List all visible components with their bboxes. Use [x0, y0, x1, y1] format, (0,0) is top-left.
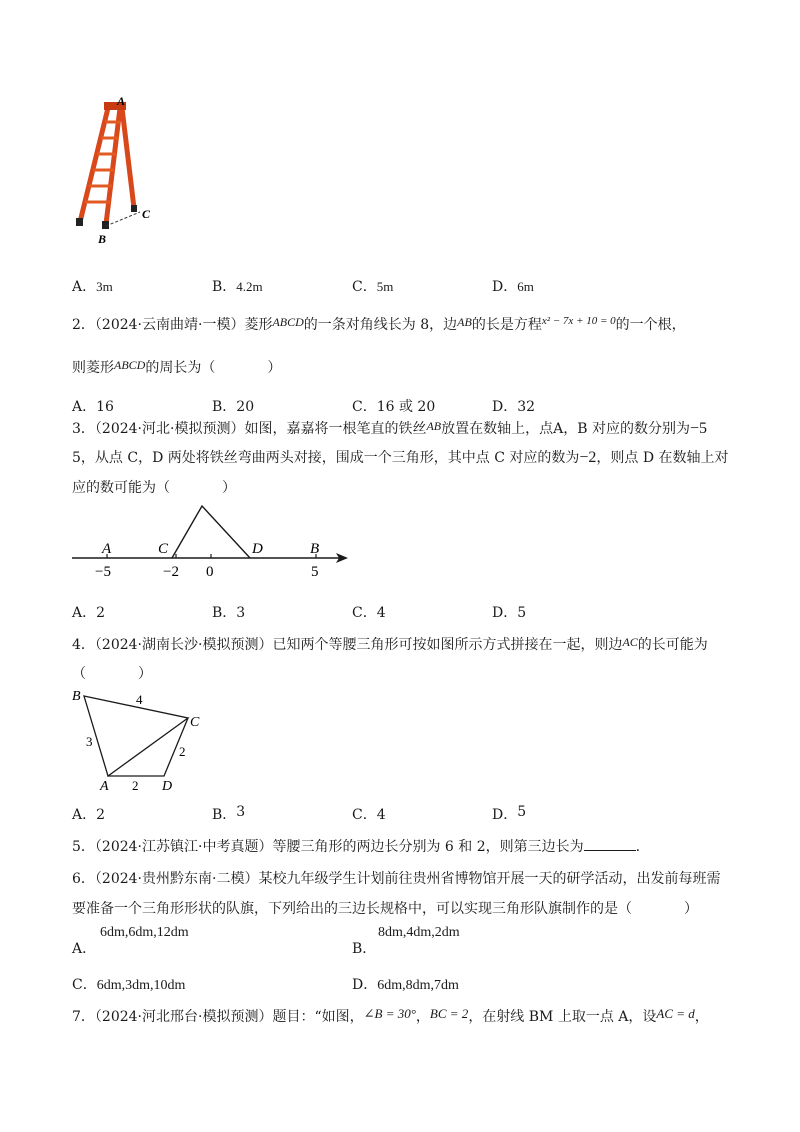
tick-label-minus2: −2: [163, 564, 179, 580]
q4-number: 4．: [72, 637, 95, 653]
q6-line2b: ）: [684, 901, 698, 917]
option-d-label: D．: [492, 807, 518, 823]
question-7: [72, 1006, 709, 1026]
q7-text-3: ，在射线 BM 上取一点 A，设: [468, 1009, 657, 1025]
option-c-value: 4: [376, 807, 386, 823]
ladder-label-c: C: [142, 207, 151, 221]
option-d-value: 6dm,8dm,7dm: [377, 978, 459, 993]
option-d-value: 5: [517, 605, 527, 621]
tick-label-0: 0: [206, 564, 214, 580]
ladder-label-a: A: [117, 94, 126, 108]
option-a-label: A．: [72, 399, 97, 415]
q3-line1b: 放置在数轴上，点: [441, 421, 554, 437]
option-d-value: 32: [517, 399, 536, 415]
q4-line1: （2024·湖南长沙·模拟预测）已知两个等腰三角形可按如图所示方式拼接在一起，则边: [94, 637, 623, 653]
q5-text: （2024·江苏镇江·中考真题）等腰三角形的两边长分别为 6 和 2，则第三边长为: [94, 839, 584, 855]
q2-equation: x² − 7x + 10 = 0: [541, 315, 616, 327]
q2-text-1: 菱形: [244, 317, 273, 333]
q2-line2-d: ）: [267, 360, 282, 376]
q2-line2-c: 的周长为（: [145, 360, 216, 376]
q3-line1: （2024·河北·模拟预测）如图，嘉嘉将一根笔直的铁丝: [94, 421, 427, 437]
bent-wire-triangle: [172, 506, 250, 558]
number-line-figure: [64, 496, 364, 582]
option-a-label: A．: [72, 279, 97, 295]
q3-line1c: A，B 对应的数分别为: [553, 421, 690, 437]
ladder-label-b: B: [98, 232, 107, 246]
option-d-label: D．: [492, 279, 518, 295]
option-c-label: C．: [352, 807, 377, 823]
option-a-value: 2: [96, 605, 106, 621]
q4-line2b: ）: [138, 666, 152, 682]
option-b-value: 3: [236, 605, 246, 621]
option-a-value: 6dm,6dm,12dm: [100, 925, 189, 940]
q2-text-3: 的长是方程: [471, 317, 542, 333]
q7-text-4: ，: [694, 1009, 709, 1025]
q7-number: 7．: [72, 1009, 95, 1025]
option-b-label: B．: [212, 605, 237, 621]
q2-number: 2．: [72, 317, 95, 333]
option-a-value: 2: [96, 807, 106, 823]
q7-angle: ∠B = 30°: [363, 1006, 416, 1021]
q3-line3: 应的数可能为（: [72, 480, 170, 496]
q6-line2: 要准备一个三角形形状的队旗，下列给出的三边长规格中，可以实现三角形队旗制作的是（: [72, 901, 632, 917]
option-d-label: D．: [492, 605, 518, 621]
option-d-label: D．: [352, 977, 378, 993]
length-bc: 4: [136, 692, 143, 707]
vertex-a: A: [100, 779, 109, 794]
q7-text-2: ，: [415, 1009, 430, 1025]
q3-num-c: −2: [579, 449, 597, 466]
option-c-label: C．: [352, 605, 377, 621]
q7-text-1: （2024·河北邢台·模拟预测）题目：“如图，: [94, 1009, 364, 1025]
tick-label-5: 5: [311, 564, 319, 580]
option-b-label: B．: [212, 279, 237, 295]
option-a-value: 3m: [96, 279, 113, 294]
two-triangles-figure: [64, 684, 214, 794]
ladder-base-dashed: [106, 212, 140, 226]
vertex-b: B: [72, 689, 81, 704]
q4-seg: AC: [622, 635, 638, 649]
vertex-d: D: [162, 779, 173, 794]
option-c-label: C．: [352, 279, 377, 295]
q4-line2: （: [72, 666, 86, 682]
q7-ac: AC = d: [656, 1006, 695, 1021]
axis-point-d: D: [252, 541, 263, 557]
q5-number: 5．: [72, 839, 95, 855]
q6-number: 6．: [72, 871, 95, 887]
q7-bc: BC = 2: [429, 1006, 469, 1021]
q2-line2-rhombus: ABCD: [114, 358, 146, 372]
option-b-value: 20: [236, 399, 255, 415]
q2-side: AB: [457, 315, 472, 329]
triangle-abc: [84, 696, 188, 776]
option-c-value: 4: [376, 605, 386, 621]
option-b-label: B．: [212, 807, 237, 823]
option-c-label: C．: [352, 399, 377, 415]
q2-line2-a: 则菱形: [72, 360, 114, 376]
option-d-label: D．: [492, 399, 518, 415]
question-5: [72, 836, 640, 856]
axis-point-b: B: [310, 541, 320, 557]
option-d-value: 6m: [517, 279, 534, 294]
q2-text-2: 的一条对角线长为 8，边: [303, 317, 458, 333]
option-b-label: B．: [352, 941, 377, 957]
option-a-label: A．: [72, 605, 97, 621]
option-b-label: B．: [212, 399, 237, 415]
tick-label-minus5: −5: [95, 564, 111, 580]
length-ab: 3: [86, 734, 93, 749]
q5-end: .: [635, 839, 641, 855]
length-ad: 2: [132, 778, 139, 793]
q5-answer-blank[interactable]: [584, 838, 636, 851]
vertex-c: C: [190, 715, 200, 730]
option-c-value: 5m: [376, 279, 394, 294]
length-cd: 2: [179, 744, 186, 759]
option-b-value: 4.2m: [236, 279, 263, 294]
ladder-figure: [60, 92, 170, 252]
q3-wire: AB: [426, 419, 442, 433]
option-b-value: 8dm,4dm,2dm: [378, 925, 460, 940]
option-b-value: 3: [236, 804, 246, 820]
option-a-label: A．: [72, 807, 97, 823]
q3-number: 3．: [72, 421, 95, 437]
axis-point-c: C: [158, 541, 169, 557]
option-a-label: A．: [72, 941, 97, 957]
q2-text-4: 的一个根，: [615, 317, 686, 333]
q4-line1b: 的长可能为: [637, 637, 708, 653]
q2-source: （2024·云南曲靖·一模）: [94, 317, 245, 333]
option-a-value: 16: [96, 399, 114, 415]
q3-line3b: ）: [222, 480, 236, 496]
option-c-value: 16 或 20: [376, 399, 436, 415]
option-c-label: C．: [72, 977, 97, 993]
option-d-value: 5: [517, 804, 527, 820]
ladder-rails: [80, 108, 134, 224]
q3-num-a: −5: [689, 420, 708, 437]
axis-point-a: A: [102, 541, 112, 557]
option-c-value: 6dm,3dm,10dm: [96, 978, 186, 993]
q2-rhombus: ABCD: [272, 315, 304, 329]
q6-line1: （2024·贵州黔东南·二模）某校九年级学生计划前往贵州省博物馆开展一天的研学活动，出发前每班需: [94, 871, 721, 887]
q3-line2: 5，从点 C，D 两处将铁丝弯曲两头对接，围成一个三角形，其中点 C 对应的数为: [72, 450, 580, 466]
q3-line2b: ，则点 D 在数轴上对: [596, 450, 729, 466]
